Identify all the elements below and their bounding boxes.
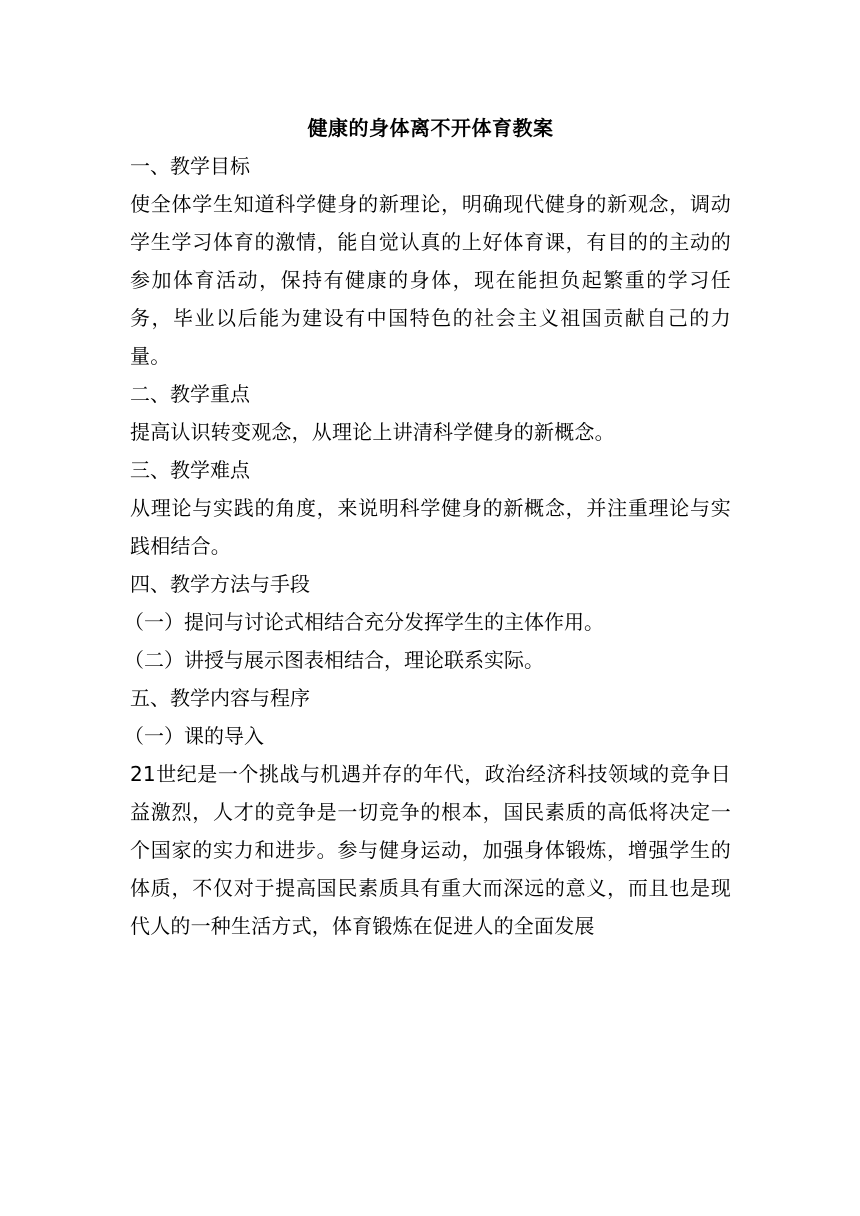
key-points-paragraph: 提高认识转变观念，从理论上讲清科学健身的新概念。 (130, 420, 615, 444)
section-heading-methods: 四、教学方法与手段 (130, 572, 310, 596)
content-subheading-intro: （一）课的导入 (124, 724, 264, 748)
difficulties-paragraph: 从理论与实践的角度，来说明科学健身的新概念，并注重理论与实践相结合。 (130, 496, 731, 558)
section-heading-difficulties: 三、教学难点 (130, 458, 250, 482)
method-item: （二）讲授与展示图表相结合，理论联系实际。 (124, 648, 544, 672)
method-item: （一）提问与讨论式相结合充分发挥学生的主体作用。 (124, 610, 604, 634)
section-heading-content: 五、教学内容与程序 (130, 686, 310, 710)
section-heading-goals: 一、教学目标 (130, 154, 250, 178)
goals-paragraph: 使全体学生知道科学健身的新理论，明确现代健身的新观念，调动学生学习体育的激情，能自觉认真的上好体育课，有目的的主动的参加体育活动，保持有健康的身体，现在能担负起繁重的学习任务，毕业以后能为建设有中国特色的社会主义祖国贡献自己的力量。 (130, 192, 731, 368)
document-title: 健康的身体离不开体育教案 (307, 116, 554, 140)
section-heading-key-points: 二、教学重点 (130, 382, 250, 406)
document-page (124, 109, 731, 945)
intro-paragraph: 21世纪是一个挑战与机遇并存的年代，政治经济科技领域的竞争日益激烈，人才的竞争是一切竞争的根本，国民素质的高低将决定一个国家的实力和进步。参与健身运动，加强身体锻炼，增强学生的体质，不仅对于提高国民素质具有重大而深远的意义，而且也是现代人的一种生活方式，体育锻炼在促进人的全面发展 (130, 762, 731, 938)
